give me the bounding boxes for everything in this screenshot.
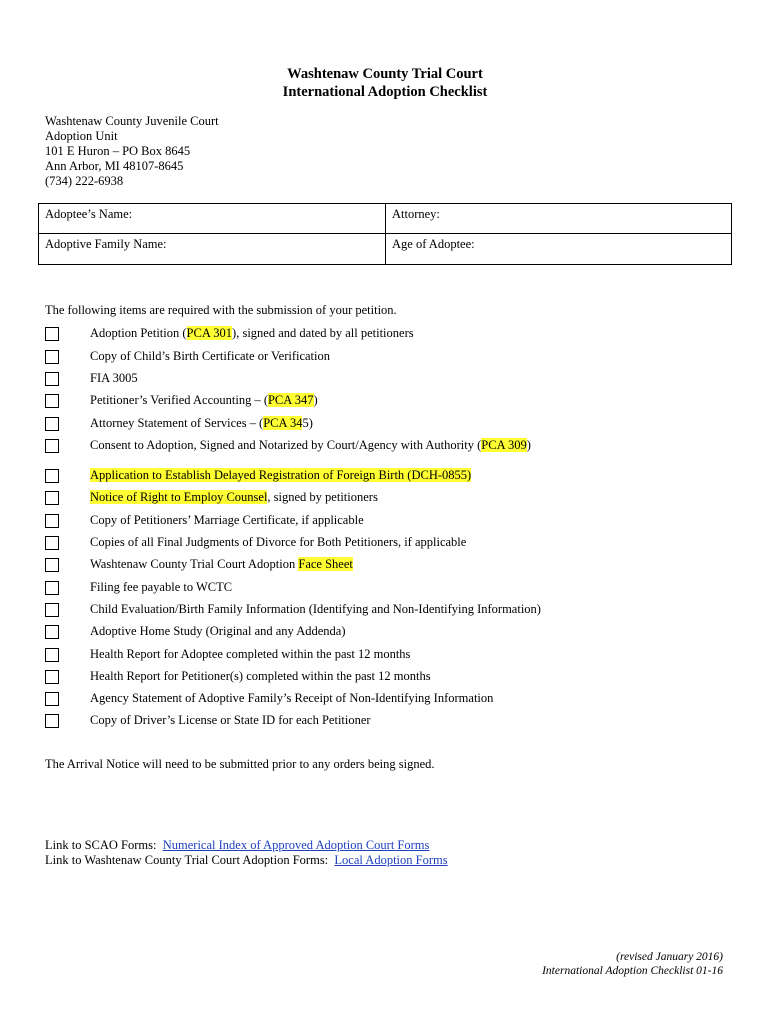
checklist-item-label: Adoptive Home Study (Original and any Addenda) xyxy=(90,624,346,638)
checkbox[interactable] xyxy=(45,417,59,431)
checklist-item xyxy=(45,690,745,710)
checklist-item xyxy=(45,437,745,457)
adoptive-family-field[interactable] xyxy=(39,234,386,265)
address-line: Ann Arbor, MI 48107-8645 xyxy=(45,159,184,173)
highlight: PCA 347 xyxy=(267,393,314,407)
checklist-item xyxy=(45,556,745,576)
address-line: Washtenaw County Juvenile Court xyxy=(45,114,219,128)
adoptee-name-label: Adoptee’s Name: xyxy=(45,207,133,221)
highlight: Application to Establish Delayed Registration of Foreign Birth (DCH-0855) xyxy=(90,468,472,482)
checklist-item xyxy=(45,489,745,509)
checkbox[interactable] xyxy=(45,439,59,453)
checkbox[interactable] xyxy=(45,648,59,662)
court-address xyxy=(45,114,219,189)
checkbox[interactable] xyxy=(45,603,59,617)
checklist-item-label: Consent to Adoption, Signed and Notarized by Court/Agency with Authority (PCA 309) xyxy=(90,438,531,452)
requirements-intro: The following items are required with the submission of your petition. xyxy=(45,303,397,317)
checklist-item xyxy=(45,348,745,368)
checklist-item xyxy=(45,623,745,643)
local-link-prefix: Link to Washtenaw County Trial Court Adoption Forms: xyxy=(45,853,335,867)
form-id: International Adoption Checklist 01-16 xyxy=(542,965,723,977)
checkbox[interactable] xyxy=(45,350,59,364)
adoptee-age-label: Age of Adoptee: xyxy=(392,237,475,251)
checklist-item-label xyxy=(90,468,471,483)
checklist-item-label: Copy of Driver’s License or State ID for each Petitioner xyxy=(90,713,371,727)
checklist-item-label: Notice of Right to Employ Counsel, signed by petitioners xyxy=(90,490,378,504)
arrival-notice-text: The Arrival Notice will need to be submitted prior to any orders being signed. xyxy=(45,757,435,771)
address-line: 101 E Huron – PO Box 8645 xyxy=(45,144,191,158)
scao-forms-link[interactable]: Numerical Index of Approved Adoption Court Forms xyxy=(162,838,430,852)
checkbox[interactable] xyxy=(45,670,59,684)
checkbox[interactable] xyxy=(45,372,59,386)
checklist-item-label: Copies of all Final Judgments of Divorce for Both Petitioners, if applicable xyxy=(90,535,467,549)
revision-footer xyxy=(542,950,723,978)
document-title: Washtenaw County Trial Court xyxy=(287,66,483,82)
checklist-item xyxy=(45,370,745,390)
checklist-item-label: Adoption Petition (PCA 301), signed and dated by all petitioners xyxy=(90,326,414,340)
attorney-label: Attorney: xyxy=(392,207,440,221)
checklist-item-label: Washtenaw County Trial Court Adoption Face Sheet xyxy=(90,557,353,571)
checklist-item xyxy=(45,646,745,666)
checklist-item-label: Attorney Statement of Services – (PCA 345) xyxy=(90,416,313,430)
checklist-item xyxy=(45,579,745,599)
checkbox[interactable] xyxy=(45,491,59,505)
highlight: PCA 301 xyxy=(186,326,233,340)
checkbox[interactable] xyxy=(45,394,59,408)
highlight: PCA 309 xyxy=(481,438,527,452)
checklist-item xyxy=(45,668,745,688)
checklist-item xyxy=(45,467,745,487)
checkbox[interactable] xyxy=(45,536,59,550)
address-line: Adoption Unit xyxy=(45,129,118,143)
checklist-item-label: Child Evaluation/Birth Family Information (Identifying and Non-Identifying Information) xyxy=(90,602,541,616)
checkbox[interactable] xyxy=(45,327,59,341)
checklist-item-label: FIA 3005 xyxy=(90,371,138,385)
checklist-item-label: Copy of Petitioners’ Marriage Certificate, if applicable xyxy=(90,513,364,527)
checkbox[interactable] xyxy=(45,692,59,706)
links-section xyxy=(45,838,448,868)
revised-date: (revised January 2016) xyxy=(616,951,723,963)
highlight: PCA 34 xyxy=(263,416,303,430)
checkbox[interactable] xyxy=(45,714,59,728)
checklist-item-label: Petitioner’s Verified Accounting – (PCA 347) xyxy=(90,393,318,407)
checklist-item-label: Agency Statement of Adoptive Family’s Receipt of Non-Identifying Information xyxy=(90,691,494,705)
attorney-field[interactable] xyxy=(386,204,732,234)
phone-line: (734) 222-6938 xyxy=(45,174,124,188)
checkbox[interactable] xyxy=(45,469,59,483)
highlight: Notice of Right to Employ Counsel xyxy=(90,490,268,504)
checklist-item xyxy=(45,601,745,621)
adoptive-family-label: Adoptive Family Name: xyxy=(45,237,167,251)
checkbox[interactable] xyxy=(45,514,59,528)
checklist-item xyxy=(45,534,745,554)
checkbox[interactable] xyxy=(45,581,59,595)
checklist-item xyxy=(45,325,745,345)
highlight: Face Sheet xyxy=(298,557,353,571)
checkbox[interactable] xyxy=(45,625,59,639)
scao-link-prefix: Link to SCAO Forms: xyxy=(45,838,163,852)
checklist-item xyxy=(45,512,745,532)
checklist-item-label: Health Report for Adoptee completed within the past 12 months xyxy=(90,647,411,661)
adoptee-name-field[interactable] xyxy=(39,204,386,234)
checklist-item xyxy=(45,712,745,732)
checklist-item xyxy=(45,392,745,412)
checklist-item-label: Filing fee payable to WCTC xyxy=(90,580,233,594)
checklist-item xyxy=(45,415,745,435)
local-adoption-forms-link[interactable]: Local Adoption Forms xyxy=(334,853,448,867)
checklist-item-label: Health Report for Petitioner(s) completed within the past 12 months xyxy=(90,669,431,683)
case-info-table xyxy=(38,203,732,265)
checkbox[interactable] xyxy=(45,558,59,572)
adoptee-age-field[interactable] xyxy=(386,234,732,265)
document-subtitle: International Adoption Checklist xyxy=(282,84,488,100)
checklist-item-label: Copy of Child’s Birth Certificate or Verification xyxy=(90,349,331,363)
